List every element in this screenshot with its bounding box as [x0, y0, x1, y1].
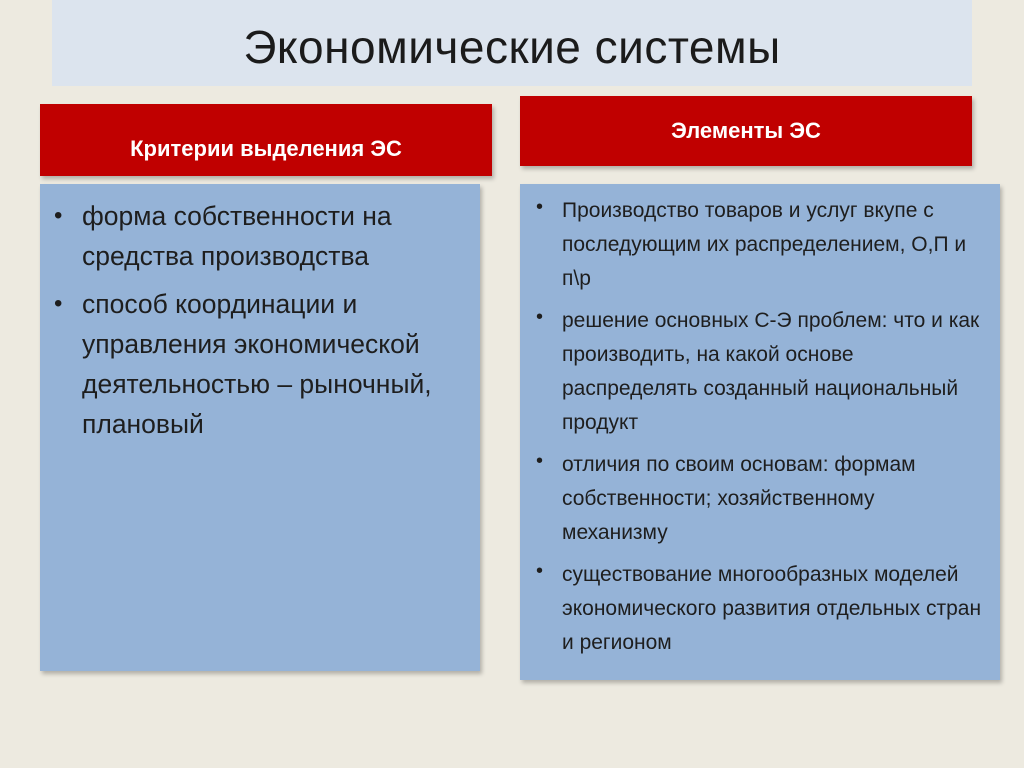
bullet-icon: •	[536, 560, 544, 582]
list-item	[532, 558, 986, 660]
title-band	[52, 0, 972, 86]
list-item-text: существование многообразных моделей экономического развития отдельных стран и регионом	[562, 563, 982, 654]
list-item-text: форма собственности на средства производства	[82, 201, 392, 271]
bullet-icon: •	[536, 196, 544, 218]
elements-list	[532, 194, 986, 660]
left-column-header-label: Критерии выделения ЭС	[130, 136, 402, 161]
list-item	[532, 448, 986, 550]
list-item-text: отличия по своим основам: формам собственности; хозяйственному механизму	[562, 453, 916, 544]
bullet-icon: •	[54, 202, 63, 229]
bullet-icon: •	[54, 290, 63, 317]
list-item-text: решение основных С-Э проблем: что и как производить, на какой основе распределять созданный национальный продукт	[562, 309, 980, 434]
left-column-header	[40, 104, 492, 176]
right-column-header-label: Элементы ЭС	[671, 118, 821, 143]
criteria-panel	[40, 184, 480, 671]
elements-panel	[520, 184, 1000, 680]
list-item	[54, 196, 460, 276]
criteria-list	[54, 196, 460, 444]
bullet-icon: •	[536, 306, 544, 328]
bullet-icon: •	[536, 450, 544, 472]
list-item	[532, 194, 986, 296]
list-item-text: Производство товаров и услуг вкупе с последующим их распределением, О,П и п\р	[562, 199, 967, 290]
list-item	[54, 284, 460, 444]
list-item	[532, 304, 986, 440]
slide-title: Экономические системы	[243, 21, 781, 73]
list-item-text: способ координации и управления экономической деятельностью – рыночный, плановый	[82, 289, 432, 439]
right-column-header	[520, 96, 972, 166]
